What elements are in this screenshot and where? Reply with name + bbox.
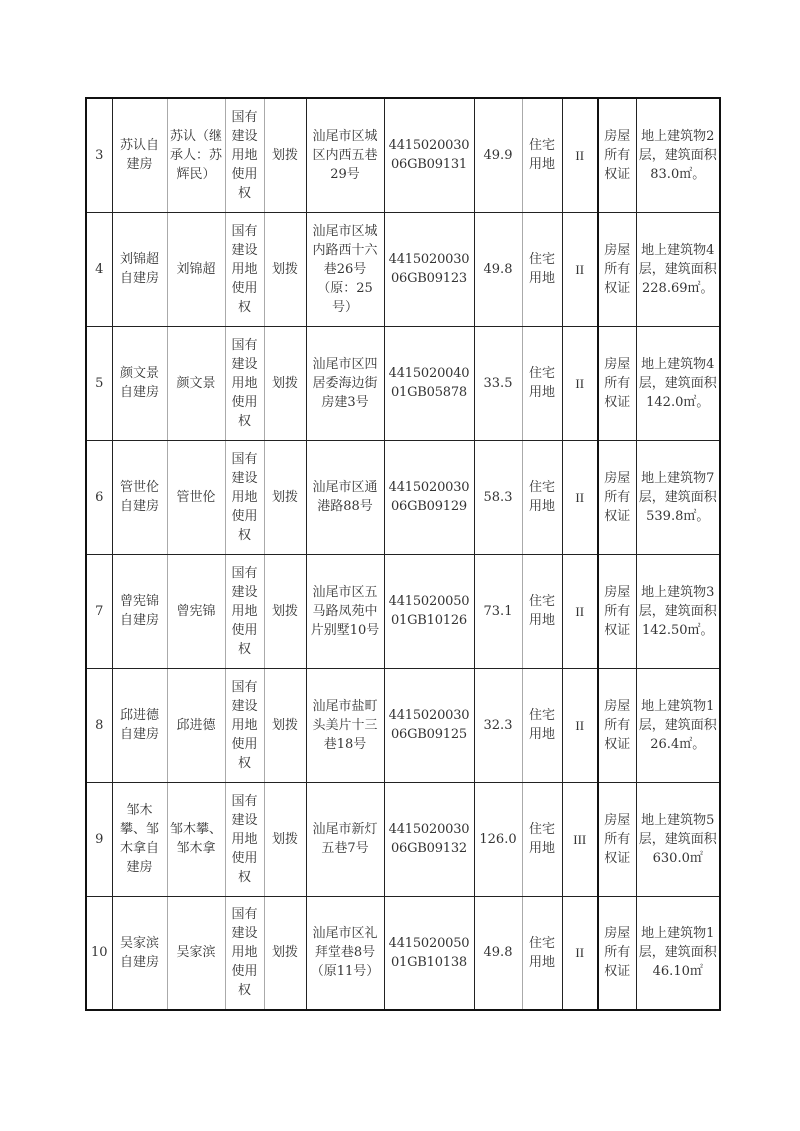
cell-number: 5 <box>86 326 112 440</box>
cell-land-grade: III <box>562 782 598 896</box>
cell-land-area: 126.0 <box>474 782 522 896</box>
cell-land-area: 58.3 <box>474 440 522 554</box>
cell-supply-method: 划拨 <box>264 896 306 1010</box>
cell-land-use: 住宅用地 <box>522 896 562 1010</box>
cell-number: 9 <box>86 782 112 896</box>
cell-land-use: 住宅用地 <box>522 440 562 554</box>
cell-location: 汕尾市区城内路西十六巷26号（原：25号） <box>306 212 384 326</box>
cell-land-grade: II <box>562 98 598 212</box>
cell-parcel-code: 441502005001GB10138 <box>384 896 474 1010</box>
cell-parcel-code: 441502003006GB09131 <box>384 98 474 212</box>
cell-location: 汕尾市区通港路88号 <box>306 440 384 554</box>
cell-supply-method: 划拨 <box>264 668 306 782</box>
table-row <box>86 212 720 326</box>
cell-land-use: 住宅用地 <box>522 98 562 212</box>
cell-certificate: 房屋所有权证 <box>598 668 636 782</box>
cell-location: 汕尾市区五马路凤苑中片别墅10号 <box>306 554 384 668</box>
cell-owner: 邹木攀、邹木拿 <box>167 782 225 896</box>
table-row <box>86 98 720 212</box>
cell-property-name: 吴家滨自建房 <box>112 896 167 1010</box>
cell-parcel-code: 441502003006GB09129 <box>384 440 474 554</box>
table-row <box>86 554 720 668</box>
cell-certificate: 房屋所有权证 <box>598 554 636 668</box>
cell-right-type: 国有建设用地使用权 <box>225 98 264 212</box>
cell-land-use: 住宅用地 <box>522 782 562 896</box>
cell-right-type: 国有建设用地使用权 <box>225 212 264 326</box>
cell-supply-method: 划拨 <box>264 212 306 326</box>
cell-owner: 颜文景 <box>167 326 225 440</box>
cell-property-name: 苏认自建房 <box>112 98 167 212</box>
cell-land-use: 住宅用地 <box>522 668 562 782</box>
cell-owner: 曾宪锦 <box>167 554 225 668</box>
cell-property-name: 颜文景自建房 <box>112 326 167 440</box>
cell-parcel-code: 441502003006GB09123 <box>384 212 474 326</box>
cell-land-area: 49.8 <box>474 896 522 1010</box>
cell-owner: 管世伦 <box>167 440 225 554</box>
cell-land-area: 73.1 <box>474 554 522 668</box>
land-parcel-table <box>85 97 721 1011</box>
cell-property-name: 管世伦自建房 <box>112 440 167 554</box>
cell-right-type: 国有建设用地使用权 <box>225 668 264 782</box>
table-row <box>86 326 720 440</box>
cell-right-type: 国有建设用地使用权 <box>225 440 264 554</box>
cell-building-description: 地上建筑物3层，建筑面积142.50㎡。 <box>636 554 720 668</box>
cell-building-description: 地上建筑物4层，建筑面积142.0㎡。 <box>636 326 720 440</box>
cell-land-grade: II <box>562 212 598 326</box>
cell-land-area: 32.3 <box>474 668 522 782</box>
cell-land-use: 住宅用地 <box>522 326 562 440</box>
table-row <box>86 896 720 1010</box>
cell-owner: 刘锦超 <box>167 212 225 326</box>
cell-land-grade: II <box>562 554 598 668</box>
cell-right-type: 国有建设用地使用权 <box>225 896 264 1010</box>
cell-supply-method: 划拨 <box>264 98 306 212</box>
cell-right-type: 国有建设用地使用权 <box>225 554 264 668</box>
cell-land-grade: II <box>562 326 598 440</box>
cell-supply-method: 划拨 <box>264 782 306 896</box>
cell-property-name: 曾宪锦自建房 <box>112 554 167 668</box>
cell-owner: 吴家滨 <box>167 896 225 1010</box>
cell-property-name: 邱进德自建房 <box>112 668 167 782</box>
cell-building-description: 地上建筑物2层，建筑面积83.0㎡。 <box>636 98 720 212</box>
cell-land-area: 33.5 <box>474 326 522 440</box>
table-row <box>86 668 720 782</box>
cell-building-description: 地上建筑物5层，建筑面积630.0㎡ <box>636 782 720 896</box>
cell-land-area: 49.9 <box>474 98 522 212</box>
cell-number: 7 <box>86 554 112 668</box>
cell-certificate: 房屋所有权证 <box>598 98 636 212</box>
table-row <box>86 440 720 554</box>
cell-land-grade: II <box>562 668 598 782</box>
cell-certificate: 房屋所有权证 <box>598 212 636 326</box>
cell-number: 8 <box>86 668 112 782</box>
cell-building-description: 地上建筑物7层，建筑面积539.8㎡。 <box>636 440 720 554</box>
cell-building-description: 地上建筑物1层，建筑面积26.4㎡。 <box>636 668 720 782</box>
cell-certificate: 房屋所有权证 <box>598 326 636 440</box>
cell-number: 10 <box>86 896 112 1010</box>
cell-certificate: 房屋所有权证 <box>598 440 636 554</box>
cell-location: 汕尾市区四居委海边街房建3号 <box>306 326 384 440</box>
cell-number: 6 <box>86 440 112 554</box>
cell-location: 汕尾市区城区内西五巷29号 <box>306 98 384 212</box>
cell-building-description: 地上建筑物4层，建筑面积228.69㎡。 <box>636 212 720 326</box>
cell-location: 汕尾市新灯五巷7号 <box>306 782 384 896</box>
cell-supply-method: 划拨 <box>264 326 306 440</box>
cell-certificate: 房屋所有权证 <box>598 782 636 896</box>
cell-land-area: 49.8 <box>474 212 522 326</box>
cell-right-type: 国有建设用地使用权 <box>225 326 264 440</box>
cell-land-use: 住宅用地 <box>522 212 562 326</box>
cell-building-description: 地上建筑物1层，建筑面积46.10㎡ <box>636 896 720 1010</box>
cell-location: 汕尾市盐町头美片十三巷18号 <box>306 668 384 782</box>
cell-parcel-code: 441502003006GB09132 <box>384 782 474 896</box>
cell-land-use: 住宅用地 <box>522 554 562 668</box>
cell-property-name: 刘锦超自建房 <box>112 212 167 326</box>
table-body <box>86 98 720 1010</box>
cell-number: 3 <box>86 98 112 212</box>
cell-owner: 苏认（继承人：苏辉民） <box>167 98 225 212</box>
cell-supply-method: 划拨 <box>264 440 306 554</box>
cell-supply-method: 划拨 <box>264 554 306 668</box>
cell-number: 4 <box>86 212 112 326</box>
cell-right-type: 国有建设用地使用权 <box>225 782 264 896</box>
cell-owner: 邱进德 <box>167 668 225 782</box>
cell-land-grade: II <box>562 440 598 554</box>
cell-parcel-code: 441502005001GB10126 <box>384 554 474 668</box>
cell-property-name: 邹木攀、邹木拿自建房 <box>112 782 167 896</box>
cell-parcel-code: 441502003006GB09125 <box>384 668 474 782</box>
cell-land-grade: II <box>562 896 598 1010</box>
cell-location: 汕尾市区礼拜堂巷8号（原11号） <box>306 896 384 1010</box>
cell-parcel-code: 441502004001GB05878 <box>384 326 474 440</box>
table-row <box>86 782 720 896</box>
cell-certificate: 房屋所有权证 <box>598 896 636 1010</box>
